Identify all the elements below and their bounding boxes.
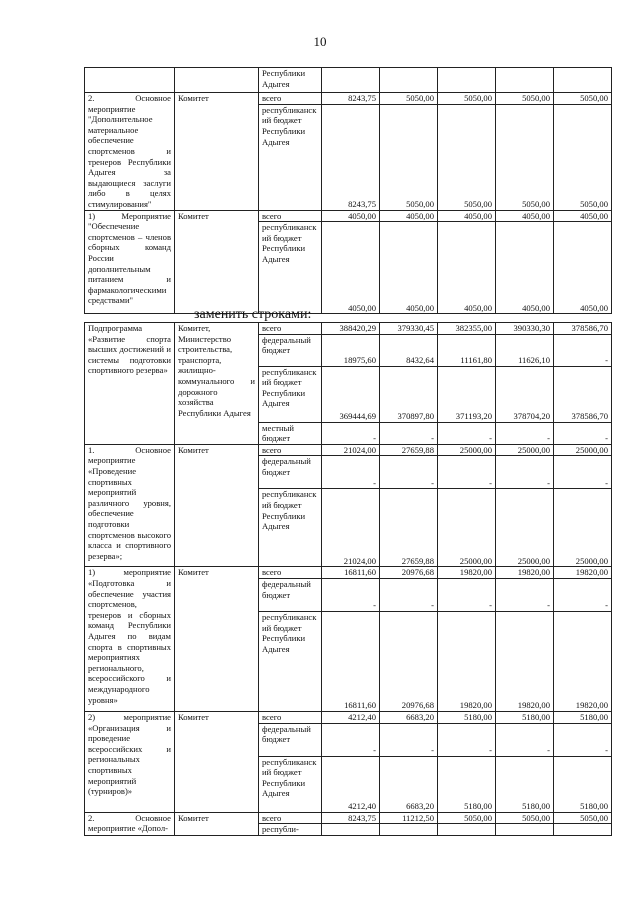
program-item-name: 1) Мероприятие "Обеспечение спортсменов – членов сборных команд России дополнительным питанием и фармакологическими средствами" bbox=[85, 210, 175, 314]
executor: Комитет bbox=[175, 711, 259, 812]
executor: Комитет bbox=[175, 93, 259, 211]
amount: 4050,00 bbox=[554, 210, 612, 222]
amount: 27659,88 bbox=[380, 444, 438, 456]
amount: 4050,00 bbox=[438, 222, 496, 314]
funding-source: всего bbox=[259, 711, 322, 723]
table-row bbox=[85, 323, 612, 335]
amount: 25000,00 bbox=[438, 444, 496, 456]
amount: 19820,00 bbox=[438, 567, 496, 579]
amount: 25000,00 bbox=[438, 489, 496, 567]
amount: 8243,75 bbox=[322, 93, 380, 105]
program-item-name: 2. Основное мероприятие «Допол- bbox=[85, 812, 175, 836]
funding-source: федеральный бюджет bbox=[259, 578, 322, 611]
amount: 370897,80 bbox=[380, 366, 438, 422]
amount: 5180,00 bbox=[438, 756, 496, 812]
amount: 378586,70 bbox=[554, 366, 612, 422]
amount: - bbox=[380, 456, 438, 489]
amount: 8243,75 bbox=[322, 104, 380, 210]
funding-source: всего bbox=[259, 93, 322, 105]
amount: 5180,00 bbox=[496, 711, 554, 723]
amount: - bbox=[438, 723, 496, 756]
funding-source: федеральный бюджет bbox=[259, 456, 322, 489]
table-row bbox=[85, 68, 612, 93]
amount: 371193,20 bbox=[438, 366, 496, 422]
funding-source: республиканский бюджет Республики Адыгея bbox=[259, 489, 322, 567]
amount: 16811,60 bbox=[322, 611, 380, 711]
table-row bbox=[85, 567, 612, 579]
table-row bbox=[85, 93, 612, 105]
program-item-name: Подпрограмма «Развитие спорта высших достижений и системы подготовки спортивного резерва» bbox=[85, 323, 175, 445]
amount: 18975,60 bbox=[322, 334, 380, 366]
amount: 4050,00 bbox=[496, 222, 554, 314]
amount: - bbox=[380, 578, 438, 611]
amount: 4050,00 bbox=[438, 210, 496, 222]
amount: 4050,00 bbox=[380, 222, 438, 314]
amount: 25000,00 bbox=[554, 489, 612, 567]
amount: - bbox=[554, 422, 612, 444]
funding-source: всего bbox=[259, 812, 322, 824]
executor: Комитет bbox=[175, 444, 259, 567]
amount: 378586,70 bbox=[554, 323, 612, 335]
executor: Комитет bbox=[175, 812, 259, 836]
funding-source: республиканский бюджет Республики Адыгея bbox=[259, 222, 322, 314]
amount: 5180,00 bbox=[554, 711, 612, 723]
amount: - bbox=[554, 578, 612, 611]
funding-source: республиканский бюджет Республики Адыгея bbox=[259, 756, 322, 812]
amount: 6683,20 bbox=[380, 756, 438, 812]
amount: 378704,20 bbox=[496, 366, 554, 422]
executor: Комитет, Министерство строительства, транспорта, жилищно-коммунального и дорожного хозяйства Республики Адыгея bbox=[175, 323, 259, 445]
amount: 4050,00 bbox=[496, 210, 554, 222]
amount: 5180,00 bbox=[496, 756, 554, 812]
amount: 19820,00 bbox=[496, 611, 554, 711]
amount: - bbox=[554, 723, 612, 756]
amount: - bbox=[496, 422, 554, 444]
amount: 5180,00 bbox=[554, 756, 612, 812]
amount: 20976,68 bbox=[380, 611, 438, 711]
amount: 11626,10 bbox=[496, 334, 554, 366]
page-number: 10 bbox=[313, 34, 327, 49]
amount: 5050,00 bbox=[554, 104, 612, 210]
amount: 6683,20 bbox=[380, 711, 438, 723]
amount: - bbox=[438, 422, 496, 444]
amount: 4212,40 bbox=[322, 711, 380, 723]
amount: - bbox=[322, 578, 380, 611]
table-row bbox=[85, 812, 612, 824]
executor: Комитет bbox=[175, 210, 259, 314]
amount: - bbox=[438, 456, 496, 489]
program-item-name: 2) мероприятие «Организация и проведение всероссийских и региональных спортивных мероприятий (турниров)» bbox=[85, 711, 175, 812]
amount: 388420,29 bbox=[322, 323, 380, 335]
amount: 11161,80 bbox=[438, 334, 496, 366]
amount: 379330,45 bbox=[380, 323, 438, 335]
amount: 4050,00 bbox=[554, 222, 612, 314]
amount: 4212,40 bbox=[322, 756, 380, 812]
amount: 390330,30 bbox=[496, 323, 554, 335]
amount: - bbox=[380, 723, 438, 756]
amount: 5050,00 bbox=[496, 104, 554, 210]
amount: 16811,60 bbox=[322, 567, 380, 579]
amount: - bbox=[554, 334, 612, 366]
amount: 19820,00 bbox=[554, 611, 612, 711]
amount: 5050,00 bbox=[496, 93, 554, 105]
amount: - bbox=[496, 456, 554, 489]
program-item-name: 1) мероприятие «Подготовка и обеспечение участия спортсменов, тренеров и сборных команд Республики Адыгея по видам спорта в спортивных мероприятиях регионального, всероссийского и международного уровня» bbox=[85, 567, 175, 712]
amount: 5050,00 bbox=[438, 812, 496, 824]
replace-heading: заменить строками: bbox=[194, 307, 312, 322]
amount: 11212,50 bbox=[380, 812, 438, 824]
amount: - bbox=[496, 578, 554, 611]
amount: - bbox=[380, 422, 438, 444]
amount: 8243,75 bbox=[322, 812, 380, 824]
amount: - bbox=[496, 723, 554, 756]
amount: 21024,00 bbox=[322, 489, 380, 567]
executor: Комитет bbox=[175, 567, 259, 712]
amount: 5050,00 bbox=[438, 93, 496, 105]
amount: 8432,64 bbox=[380, 334, 438, 366]
amount: 25000,00 bbox=[496, 489, 554, 567]
funding-source: всего bbox=[259, 567, 322, 579]
funding-source: республиканский бюджет Республики Адыгея bbox=[259, 104, 322, 210]
funding-source: республи- bbox=[259, 824, 322, 836]
amount: 5050,00 bbox=[438, 104, 496, 210]
amount: 5050,00 bbox=[496, 812, 554, 824]
budget-table-previous bbox=[84, 67, 612, 314]
amount: 19820,00 bbox=[496, 567, 554, 579]
funding-source: республиканский бюджет Республики Адыгея bbox=[259, 611, 322, 711]
amount: - bbox=[322, 723, 380, 756]
amount: 4050,00 bbox=[322, 222, 380, 314]
funding-source: Республики Адыгея bbox=[259, 68, 322, 93]
amount: 382355,00 bbox=[438, 323, 496, 335]
amount: 369444,69 bbox=[322, 366, 380, 422]
program-item-name: 2. Основное мероприятие "Дополнительное материальное обеспечение спортсменов и тренеров Республики Адыгея за выдающиеся заслуги либо в целях стимулирования" bbox=[85, 93, 175, 211]
amount: 25000,00 bbox=[554, 444, 612, 456]
amount: 5050,00 bbox=[554, 93, 612, 105]
amount: 5180,00 bbox=[438, 711, 496, 723]
amount: 5050,00 bbox=[554, 812, 612, 824]
amount: - bbox=[322, 422, 380, 444]
funding-source: местный бюджет bbox=[259, 422, 322, 444]
budget-table-new bbox=[84, 322, 612, 836]
amount: - bbox=[322, 456, 380, 489]
funding-source: федеральный бюджет bbox=[259, 334, 322, 366]
amount: 27659,88 bbox=[380, 489, 438, 567]
amount: 21024,00 bbox=[322, 444, 380, 456]
amount: - bbox=[554, 456, 612, 489]
amount: 4050,00 bbox=[380, 210, 438, 222]
funding-source: республиканский бюджет Республики Адыгея bbox=[259, 366, 322, 422]
funding-source: всего bbox=[259, 210, 322, 222]
amount: - bbox=[438, 578, 496, 611]
program-item-name: 1. Основное мероприятие «Проведение спортивных мероприятий различного уровня, обеспечение подготовки спортсменов высокого класса и спортивного резерва»; bbox=[85, 444, 175, 567]
table-row bbox=[85, 210, 612, 222]
amount: 5050,00 bbox=[380, 104, 438, 210]
funding-source: всего bbox=[259, 444, 322, 456]
amount: 25000,00 bbox=[496, 444, 554, 456]
table-row bbox=[85, 711, 612, 723]
amount: 19820,00 bbox=[438, 611, 496, 711]
amount: 4050,00 bbox=[322, 210, 380, 222]
funding-source: федеральный бюджет bbox=[259, 723, 322, 756]
table-row bbox=[85, 444, 612, 456]
amount: 20976,68 bbox=[380, 567, 438, 579]
amount: 19820,00 bbox=[554, 567, 612, 579]
funding-source: всего bbox=[259, 323, 322, 335]
amount: 5050,00 bbox=[380, 93, 438, 105]
